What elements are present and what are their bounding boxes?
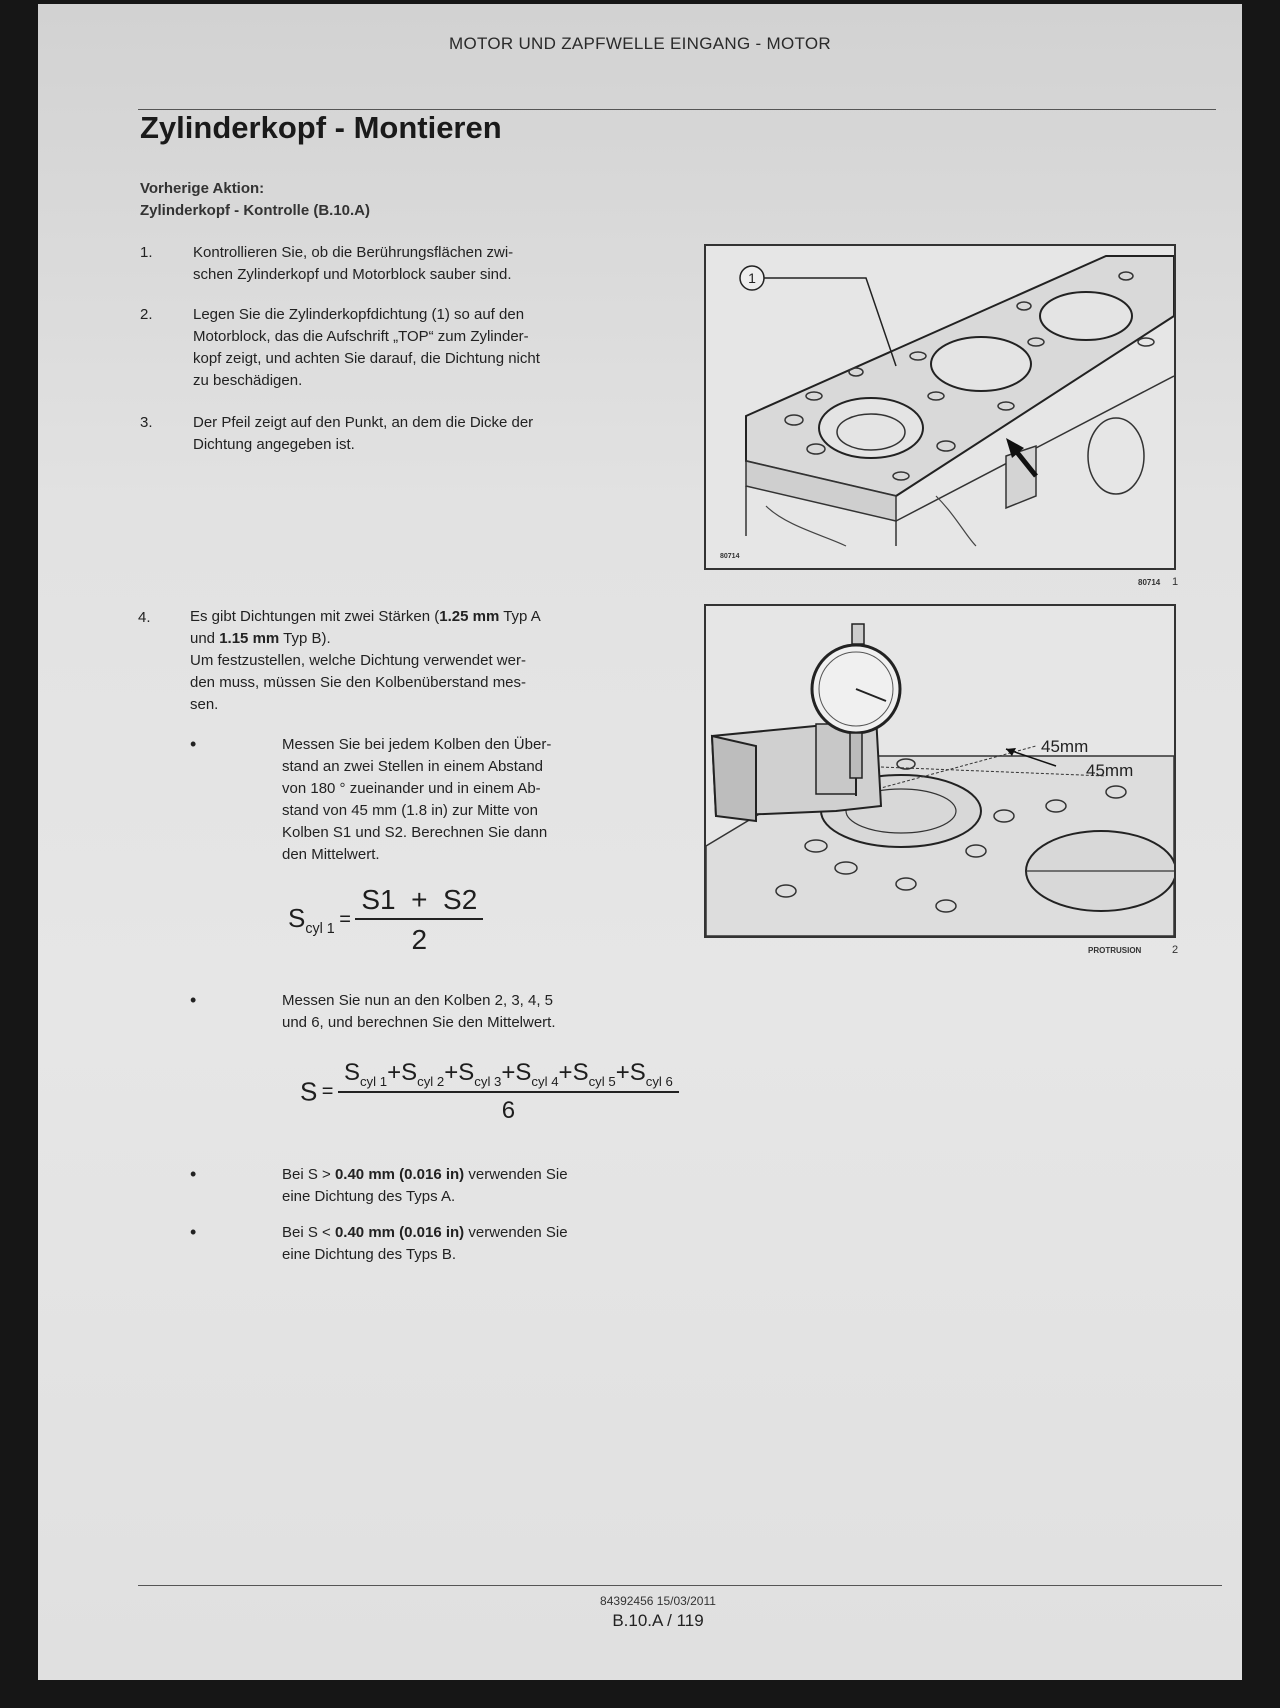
formula-lhs: $S_{cyl 1}$: [288, 902, 335, 938]
step-line: Motorblock, das die Aufschrift „TOP“ zum Zylinder-: [193, 328, 529, 345]
bullet-line: Messen Sie bei jedem Kolben den Über-: [282, 736, 552, 753]
manual-page: [38, 4, 1242, 1680]
bullet-marker: •: [190, 734, 197, 754]
step-1-text: [193, 242, 661, 286]
step-line: sen.: [190, 696, 219, 713]
step-line: kopf zeigt, und achten Sie darauf, die Dichtung nicht: [193, 350, 540, 367]
figure-1-code: 80714: [1138, 578, 1161, 587]
step-line: und 1.15 mm Typ B).: [190, 630, 331, 647]
formula-equals: =: [321, 1080, 334, 1103]
previous-action-link[interactable]: Zylinderkopf - Kontrolle (B.10.A): [140, 202, 371, 219]
footer-page-ref: B.10.A / 119: [612, 1611, 704, 1630]
footer-document-ref: 84392456 15/03/2011: [600, 1594, 716, 1608]
step-number: 2.: [140, 306, 153, 323]
formula-numerator: S1 + S2: [355, 884, 483, 920]
bullet-marker: •: [190, 1164, 197, 1184]
bullet-2-text: [282, 990, 682, 1034]
step-2-text: [193, 304, 661, 392]
bullet-line: stand von 45 mm (1.8 in) zur Mitte von: [282, 802, 538, 819]
dial-gauge-illustration: [706, 606, 1174, 936]
step-line: Legen Sie die Zylinderkopfdichtung (1) so auf den: [193, 306, 525, 323]
bullet-line: Kolben S1 und S2. Berechnen Sie dann: [282, 824, 548, 841]
dimension-label: 45mm: [1086, 761, 1134, 780]
bullet-marker: •: [190, 1222, 197, 1242]
step-line: zu beschädigen.: [193, 372, 303, 389]
bullet-line: Messen Sie nun an den Kolben 2, 3, 4, 5: [282, 992, 554, 1009]
figure-1-number: 1: [1172, 576, 1179, 588]
gasket-illustration: [706, 246, 1174, 568]
step-number: 4.: [138, 609, 151, 626]
formula-s-cyl1: [288, 884, 483, 956]
figure-code: 80714: [720, 553, 740, 560]
step-line: Dichtung angegeben ist.: [193, 436, 355, 453]
bullet-line: den Mittelwert.: [282, 846, 380, 863]
bullet-3-text: [282, 1164, 682, 1208]
formula-lhs: S: [300, 1076, 318, 1107]
step-line: Um festzustellen, welche Dichtung verwendet wer-: [190, 652, 526, 669]
formula-fraction: [355, 884, 483, 956]
bullet-1-text: [282, 734, 662, 866]
running-header: MOTOR UND ZAPFWELLE EINGANG - MOTOR: [448, 34, 831, 53]
section-title: Zylinderkopf - Montieren: [140, 110, 502, 145]
callout-1-label: 1: [748, 270, 756, 286]
footer-rule: [138, 1585, 1222, 1586]
bullet-line: Bei S < 0.40 mm (0.016 in) verwenden Sie: [282, 1224, 568, 1241]
step-3-text: [193, 412, 661, 456]
figure-piston-protrusion: [704, 604, 1176, 938]
step-line: Kontrollieren Sie, ob die Berührungsflächen zwi-: [193, 244, 514, 261]
previous-action-label: Vorherige Aktion:: [140, 180, 265, 197]
dimension-label: 45mm: [1041, 737, 1089, 756]
step-line: Der Pfeil zeigt auf den Punkt, an dem die Dicke der: [193, 414, 534, 431]
bullet-line: Bei S > 0.40 mm (0.016 in) verwenden Sie: [282, 1166, 568, 1183]
figure-cylinder-head-gasket: [704, 244, 1176, 570]
step-line: den muss, müssen Sie den Kolbenüberstand mes-: [190, 674, 527, 691]
formula-equals: =: [339, 908, 351, 931]
figure-2-number: 2: [1172, 944, 1179, 956]
step-number: 3.: [140, 414, 153, 431]
bullet-line: eine Dichtung des Typs A.: [282, 1188, 456, 1205]
step-4-text: [190, 606, 658, 716]
formula-denominator: 6: [501, 1096, 516, 1124]
step-number: 1.: [140, 244, 153, 261]
figure-2-code: PROTRUSION: [1088, 946, 1142, 955]
formula-numerator: $S_{cyl 1}+S_{cyl 2}+S_{cyl 3}+S_{cyl 4}+S_{cyl 5}+S_{cyl 6}$: [338, 1059, 679, 1093]
bullet-line: und 6, und berechnen Sie den Mittelwert.: [282, 1014, 556, 1031]
step-line: Es gibt Dichtungen mit zwei Stärken (1.25 mm Typ A: [190, 608, 541, 625]
bullet-marker: •: [190, 990, 197, 1010]
bullet-line: eine Dichtung des Typs B.: [282, 1246, 456, 1263]
formula-fraction: [338, 1059, 679, 1125]
bullet-line: von 180 ° zueinander und in einem Ab-: [282, 780, 541, 797]
step-line: schen Zylinderkopf und Motorblock sauber sind.: [193, 266, 512, 283]
formula-s-average: [300, 1059, 679, 1125]
bullet-line: stand an zwei Stellen in einem Abstand: [282, 758, 543, 775]
formula-denominator: 2: [411, 924, 428, 955]
bullet-4-text: [282, 1222, 682, 1266]
